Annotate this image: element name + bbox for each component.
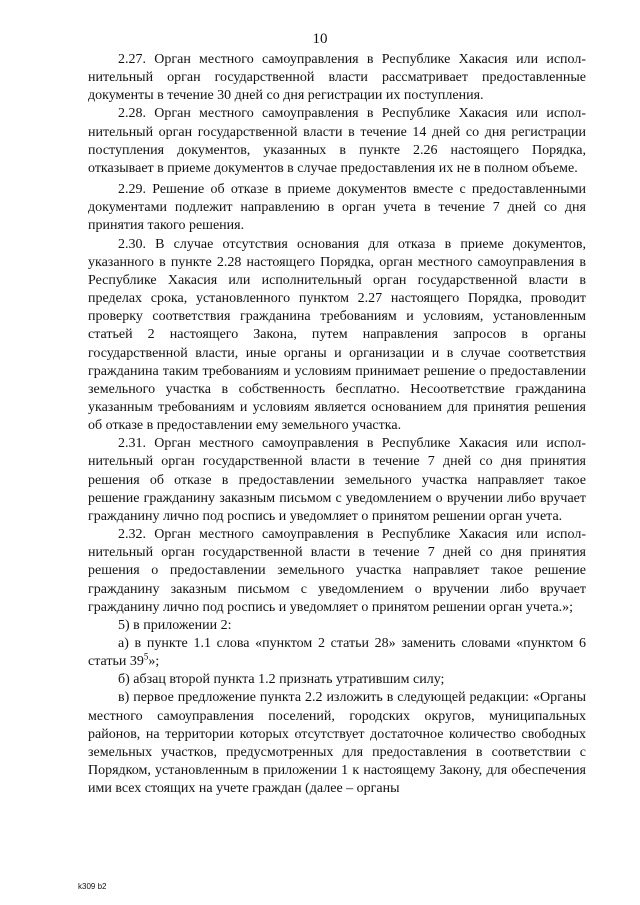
paragraph-2-31: 2.31. Орган местного самоуправления в Республике Хакасия или исполнительный орган государственной власти в течение 7 дней со дня принятия решения об отказе в предоставлении земельного участка направляет такое решение гражданину заказным письмом с уведомлением о вручении либо вручает гражданину лично под роспись и уведомляет о принятом решении орган учета. — [88, 436, 586, 524]
paragraph-item-5: 5) в приложении 2: — [118, 617, 232, 633]
page-number: 10 — [312, 31, 328, 47]
paragraph-item-b: б) абзац второй пункта 1.2 признать утратившим силу; — [118, 672, 445, 688]
paragraph-2-32: 2.32. Орган местного самоуправления в Республике Хакасия или исполнительный орган государственной власти в течение 7 дней со дня принятия решения о предоставлении земельного участка направляет такое решение гражданину заказным письмом с уведомлением о вручении либо вручает гражданину лично под роспись и уведомляет о принятом решении орган учета.»; — [88, 527, 586, 615]
paragraph-2-30: 2.30. В случае отсутствия основания для отказа в приеме документов, указанного в пункте 2.28 настоящего Порядка, орган местного самоуправления в Республике Хакасия или исполнительный орган государственной власти в пределах срока, установленного пунктом 2.27 настоящего Порядка, проводит проверку соответствия гражданина требованиям и условиям, установленным статьей 2 настоящего Закона, путем направления запросов в органы государственной власти, иные органы и организации и в случае соответствия гражданина таким требованиям и условиям принимает решение о предоставлении земельного участка в собственность бесплатно. Несоответствие гражданина указанным требованиям и условиям является основанием для принятия решения об отказе в предоставлении ему земельного участка. — [88, 236, 586, 434]
paragraph-2-27: 2.27. Орган местного самоуправления в Республике Хакасия или исполнительный орган государственной власти рассматривает предоставленные документы в течение 30 дней со дня регистрации их поступления. — [88, 52, 586, 104]
superscript-number: 5 — [143, 651, 149, 662]
paragraph-item-a-text: а) в пункте 1.1 слова «пунктом 2 статьи 28» заменить словами «пунктом 6 статьи 39 — [88, 636, 586, 670]
paragraph-2-28: 2.28. Орган местного самоуправления в Республике Хакасия или исполнительный орган государственной власти в течение 14 дней со дня регистрации поступления документов, указанных в пункте 2.26 настоящего Порядка, отказывает в приеме документов в случае предоставления их не в полном объеме. — [88, 106, 586, 176]
paragraph-item-v: в) первое предложение пункта 2.2 изложить в следующей редакции: «Органы местного самоуправления поселений, городских округов, муниципальных районов, на территории которых отсутствует достаточное количество свободных земельных участков, предусмотренных для предоставления в соответствии с Порядком, установленным в приложении 1 к настоящему Закону, для обеспечения ими всех стоящих на учете граждан (далее – органы — [88, 690, 586, 797]
document-body — [88, 51, 586, 798]
paragraph-2-29: 2.29. Решение об отказе в приеме документов вместе с предоставленными документами подлежит направлению в орган учета в течение 7 дней со дня принятия такого решения. — [88, 182, 586, 234]
paragraph-item-a — [88, 635, 586, 671]
footer-code: k309 b2 — [78, 882, 107, 891]
paragraph-item-a-tail: »; — [148, 654, 160, 670]
